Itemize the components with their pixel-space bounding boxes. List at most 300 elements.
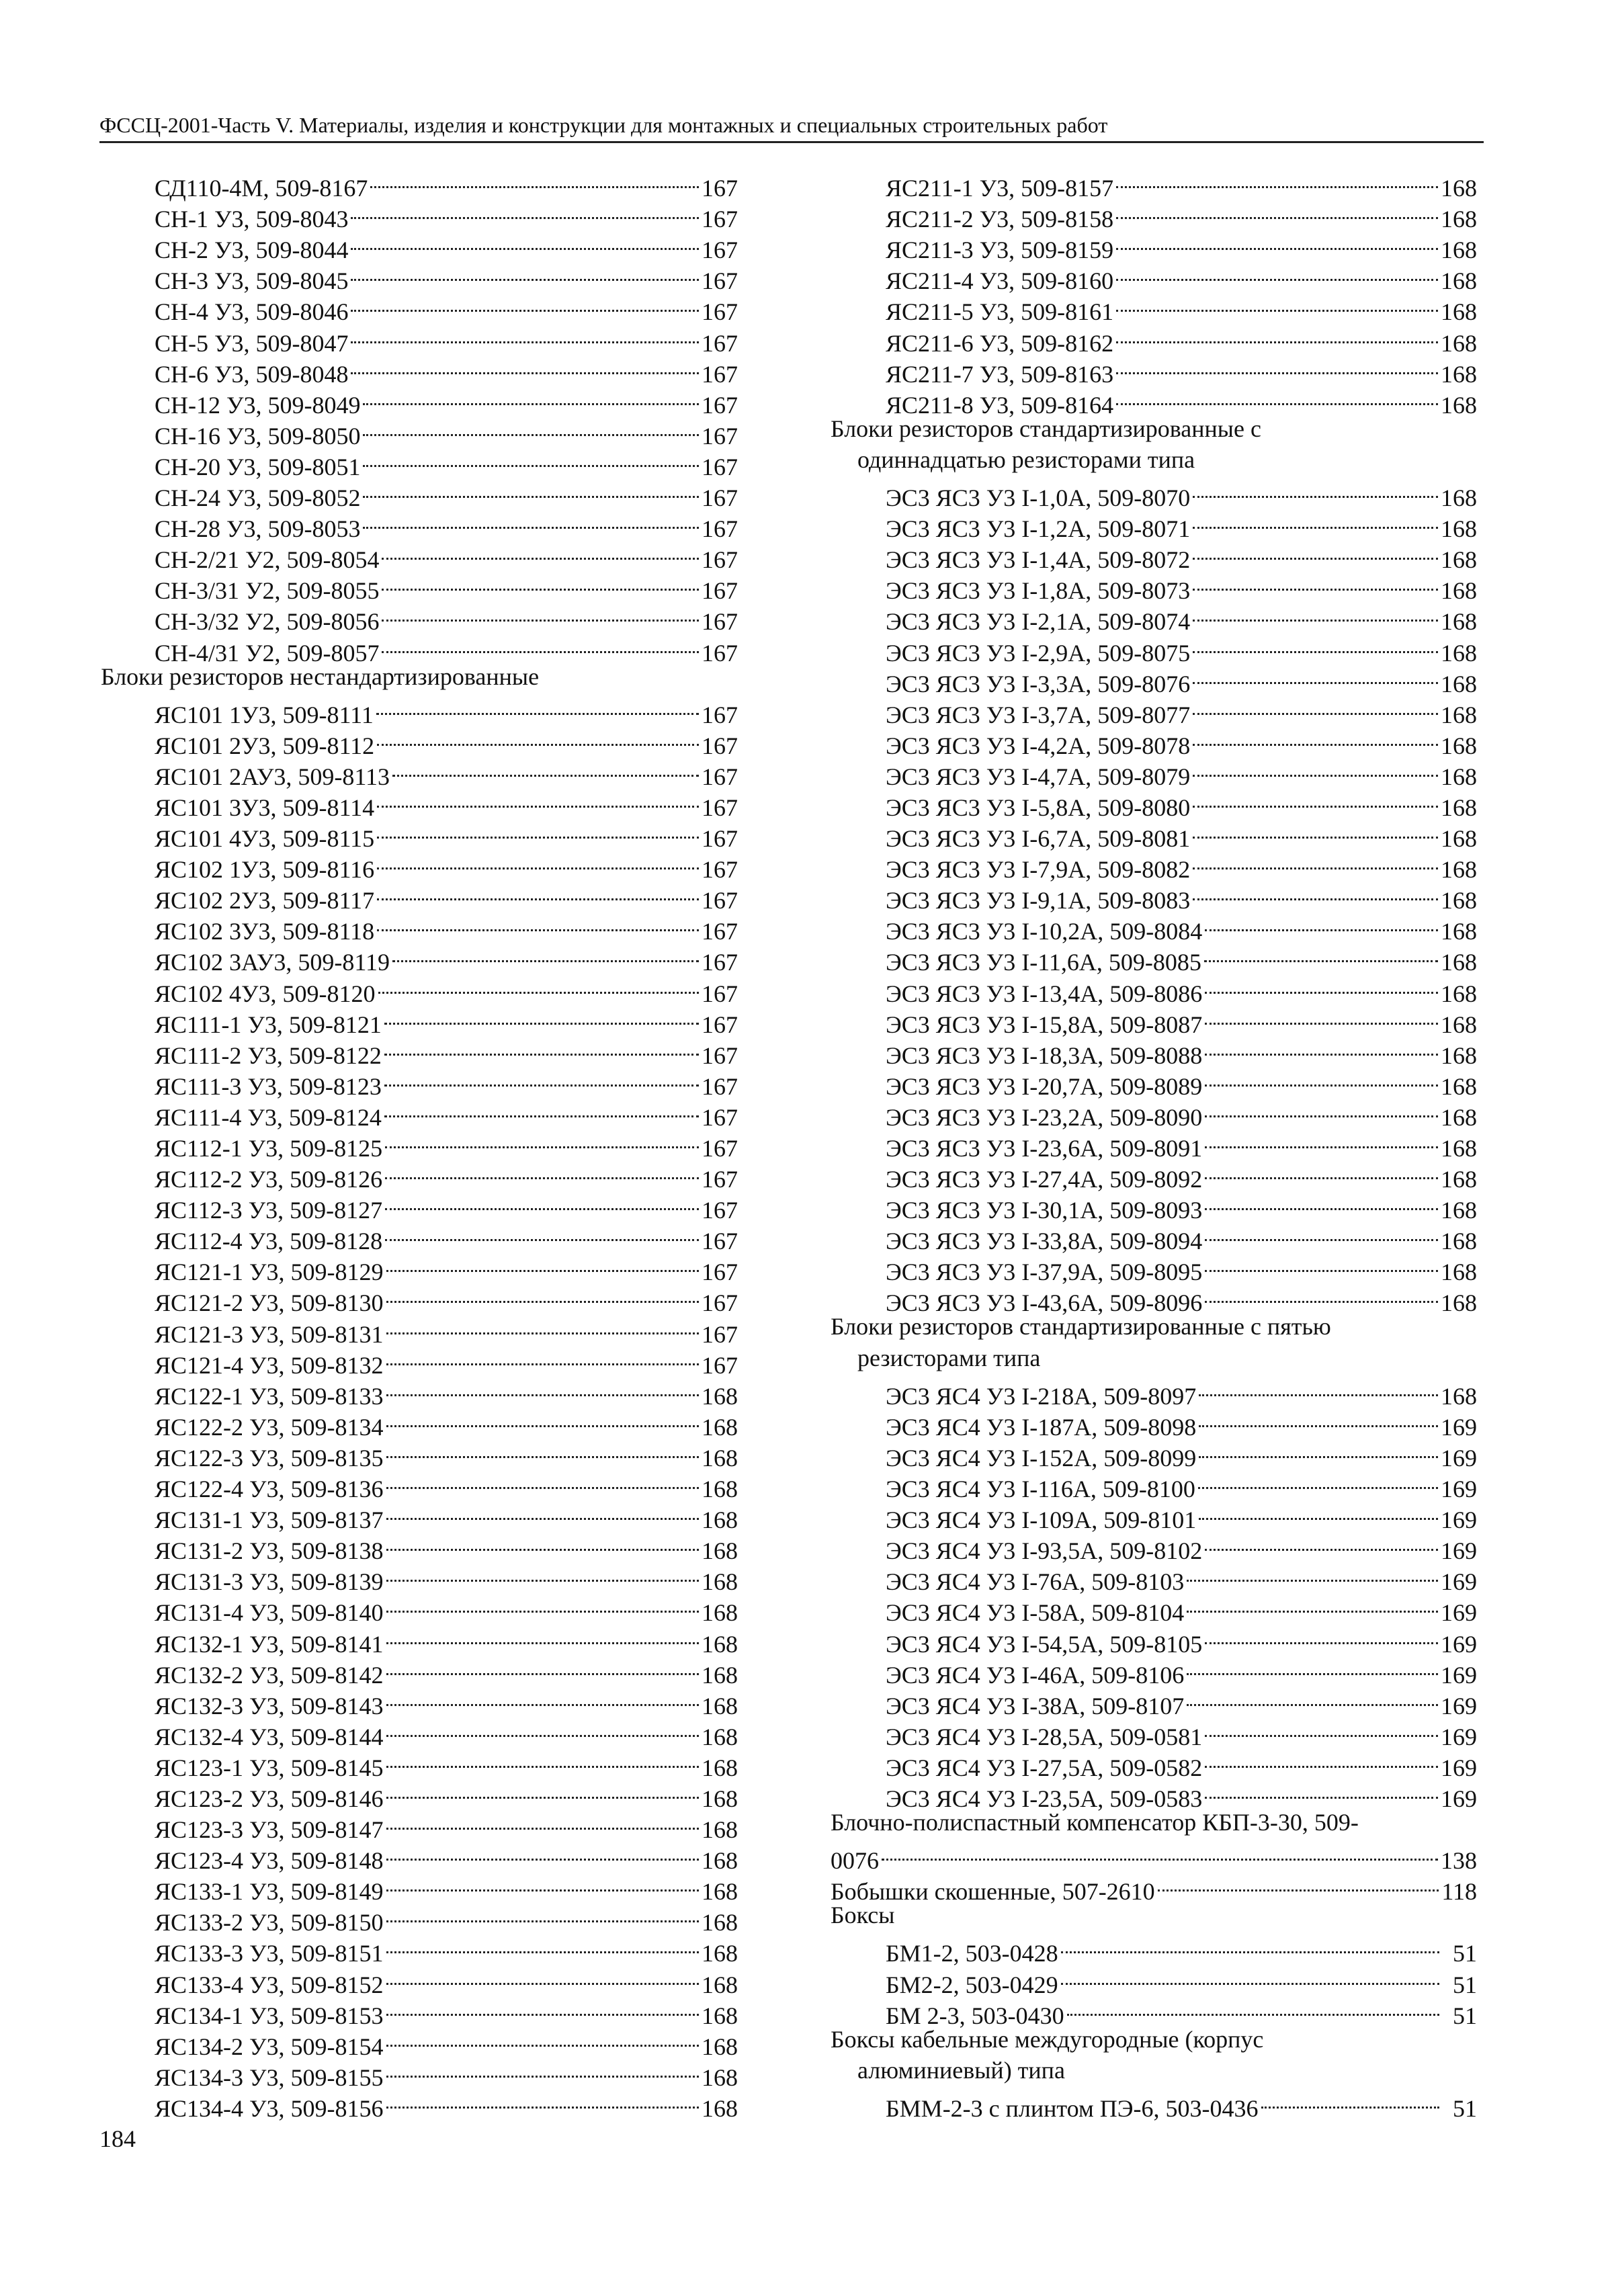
entry-label: СН-6 У3, 509-8048 (155, 360, 349, 388)
dot-leader (363, 506, 699, 537)
entry-label: ЯС211-1 У3, 509-8157 (886, 175, 1114, 202)
entry-label: ЯС132-4 У3, 509-8144 (155, 1723, 384, 1750)
entry-page-number: 168 (702, 2002, 738, 2029)
entry-label: ЯС102 1У3, 509-8116 (155, 856, 375, 884)
entry-label: ЭС3 ЯС4 У3 I-93,5А, 509-8102 (886, 1537, 1203, 1565)
entry-label: СН-3/32 У2, 509-8056 (155, 608, 380, 636)
dot-leader (1193, 723, 1438, 754)
entry-label: СН-20 У3, 509-8051 (155, 453, 361, 480)
index-entry (831, 165, 1477, 202)
running-header: ФССЦ-2001-Часть V. Материалы, изделия и конструкции для монтажных и специальных строительных работ (99, 110, 1484, 143)
dot-leader (1198, 1466, 1438, 1497)
index-entry (101, 165, 738, 202)
dot-leader (1205, 1280, 1438, 1311)
entry-page-number: 167 (702, 856, 738, 884)
dot-leader (363, 444, 699, 475)
entry-page-number: 168 (702, 1444, 738, 1472)
index-entry (831, 2086, 1477, 2122)
entry-page-number: 167 (702, 1228, 738, 1255)
entry-label: ЯС123-1 У3, 509-8145 (155, 1754, 384, 1781)
entry-page-number: 168 (1441, 329, 1477, 357)
entry-page-number: 168 (1441, 1289, 1477, 1317)
index-entry (831, 1869, 1477, 1906)
dot-leader (1116, 351, 1438, 382)
dot-leader (386, 1343, 700, 1373)
index-heading: резисторами типа (857, 1344, 1041, 1371)
dot-leader (1205, 970, 1438, 1001)
entry-page-number: 169 (1441, 1754, 1477, 1781)
dot-leader (386, 1838, 700, 1869)
entry-page-number: 169 (1441, 1537, 1477, 1565)
entry-page-number: 169 (1441, 1630, 1477, 1658)
dot-leader (1116, 382, 1438, 413)
dot-leader (386, 1807, 700, 1838)
entry-page-number: 167 (702, 1259, 738, 1286)
index-column-right (831, 165, 1477, 2122)
entry-page-number: 168 (1441, 639, 1477, 667)
dot-leader (386, 1559, 700, 1590)
entry-label: ЯС133-1 У3, 509-8149 (155, 1878, 384, 1906)
entry-page-number: 167 (702, 794, 738, 821)
dot-leader (1205, 1249, 1438, 1280)
dot-leader (386, 1900, 700, 1930)
index-heading: Блочно-полиспастный компенсатор КБП-3-30, 509- (831, 1808, 1359, 1836)
dot-leader (1116, 258, 1438, 289)
entry-label: СН-16 У3, 509-8050 (155, 422, 361, 450)
entry-page-number: 168 (1441, 1197, 1477, 1224)
entry-page-number: 167 (702, 577, 738, 605)
entry-label: ЯС211-4 У3, 509-8160 (886, 267, 1114, 295)
entry-label: ЯС101 4У3, 509-8115 (155, 825, 375, 853)
dot-leader (1193, 506, 1438, 537)
entry-page-number: 168 (1441, 1228, 1477, 1255)
entry-page-number: 168 (1441, 1382, 1477, 1410)
dot-leader (384, 1033, 699, 1064)
dot-leader (378, 970, 700, 1001)
entry-page-number: 168 (1441, 918, 1477, 945)
entry-label: ЯС133-4 У3, 509-8152 (155, 1971, 384, 1998)
entry-label: ЯС123-4 У3, 509-8148 (155, 1847, 384, 1875)
entry-label: СН-2/21 У2, 509-8054 (155, 546, 380, 574)
entry-page-number: 51 (1453, 2094, 1477, 2122)
entry-label: СН-1 У3, 509-8043 (155, 206, 349, 233)
entry-label: ЭС3 ЯС3 У3 I-10,2А, 509-8084 (886, 918, 1203, 945)
dot-leader (1116, 196, 1438, 227)
dot-leader (386, 1714, 700, 1745)
entry-page-number: 167 (702, 484, 738, 512)
dot-leader (386, 1869, 700, 1900)
entry-page-number: 168 (1441, 732, 1477, 759)
dot-leader (351, 320, 699, 351)
entry-label: ЯС133-2 У3, 509-8150 (155, 1909, 384, 1937)
entry-page-number: 167 (702, 237, 738, 264)
dot-leader (385, 1125, 699, 1156)
dot-leader (1187, 1683, 1438, 1714)
entry-page-number: 168 (702, 1754, 738, 1781)
entry-label: ЭС3 ЯС4 У3 I-187А, 509-8098 (886, 1413, 1197, 1441)
dot-leader (1187, 1590, 1438, 1621)
dot-leader (384, 1095, 699, 1125)
entry-label: ЭС3 ЯС3 У3 I-1,4А, 509-8072 (886, 546, 1191, 574)
entry-label: ЭС3 ЯС3 У3 I-2,1А, 509-8074 (886, 608, 1191, 636)
entry-label: ЭС3 ЯС4 У3 I-152А, 509-8099 (886, 1444, 1197, 1472)
entry-label: ЯС101 3У3, 509-8114 (155, 794, 375, 821)
entry-label: ЯС121-3 У3, 509-8131 (155, 1320, 384, 1348)
dot-leader (386, 1373, 700, 1404)
entry-page-number: 168 (1441, 237, 1477, 264)
entry-page-number: 138 (1441, 1847, 1477, 1875)
entry-label: ЭС3 ЯС3 У3 I-43,6А, 509-8096 (886, 1289, 1203, 1317)
entry-page-number: 168 (702, 1506, 738, 1534)
entry-label: ЭС3 ЯС4 У3 I-28,5А, 509-0581 (886, 1723, 1203, 1750)
entry-page-number: 168 (702, 1568, 738, 1596)
dot-leader (384, 1064, 699, 1095)
entry-label: ЯС211-5 У3, 509-8161 (886, 298, 1114, 326)
entry-label: ЭС3 ЯС3 У3 I-23,6А, 509-8091 (886, 1135, 1203, 1162)
dot-leader (1193, 847, 1438, 878)
dot-leader (1061, 1930, 1439, 1961)
dot-leader (1205, 1621, 1438, 1652)
dot-leader (363, 413, 699, 444)
entry-page-number: 168 (702, 1599, 738, 1627)
entry-page-number: 167 (702, 298, 738, 326)
entry-label: ЯС102 3У3, 509-8118 (155, 918, 375, 945)
index-column-left (101, 165, 738, 2122)
entry-page-number: 168 (1441, 887, 1477, 915)
entry-label: ЭС3 ЯС4 У3 I-46А, 509-8106 (886, 1661, 1185, 1689)
entry-label: Бобышки скошенные, 507-2610 (831, 1878, 1155, 1906)
dot-leader (1193, 661, 1438, 692)
dot-leader (382, 630, 699, 661)
dot-leader (1193, 568, 1438, 599)
dot-leader (377, 908, 699, 939)
dot-leader (386, 1497, 700, 1528)
entry-label: ЯС111-4 У3, 509-8124 (155, 1103, 382, 1131)
entry-label: БММ-2-3 с плинтом ПЭ-6, 503-0436 (886, 2094, 1259, 2122)
entry-page-number: 168 (1441, 206, 1477, 233)
entry-page-number: 167 (702, 732, 738, 759)
entry-page-number: 167 (702, 1041, 738, 1069)
entry-page-number: 168 (1441, 980, 1477, 1007)
entry-label: СН-4/31 У2, 509-8057 (155, 639, 380, 667)
entry-label: СН-3/31 У2, 509-8055 (155, 577, 380, 605)
dot-leader (386, 1961, 700, 1992)
entry-label: ЯС122-3 У3, 509-8135 (155, 1444, 384, 1472)
entry-page-number: 167 (702, 453, 738, 480)
entry-label: БМ1-2, 503-0428 (886, 1940, 1058, 1967)
entry-label: ЯС102 4У3, 509-8120 (155, 980, 376, 1007)
entry-page-number: 167 (702, 701, 738, 728)
entry-page-number: 169 (1441, 1661, 1477, 1689)
entry-page-number: 168 (702, 1630, 738, 1658)
entry-page-number: 168 (1441, 1011, 1477, 1038)
dot-leader (385, 1156, 699, 1187)
entry-label: ЯС111-1 У3, 509-8121 (155, 1011, 382, 1038)
entry-label: ЯС134-3 У3, 509-8155 (155, 2064, 384, 2091)
entry-page-number: 167 (702, 1135, 738, 1162)
entry-page-number: 168 (1441, 360, 1477, 388)
entry-label: ЯС121-1 У3, 509-8129 (155, 1259, 384, 1286)
index-heading: Боксы кабельные междугородные (корпус (831, 2025, 1264, 2053)
entry-page-number: 168 (702, 1382, 738, 1410)
dot-leader (386, 1466, 700, 1497)
entry-label: ЯС112-2 У3, 509-8126 (155, 1166, 383, 1193)
dot-leader (1193, 630, 1438, 661)
entry-label: ЭС3 ЯС3 У3 I-18,3А, 509-8088 (886, 1041, 1203, 1069)
entry-page-number: 167 (702, 887, 738, 915)
dot-leader (1204, 939, 1438, 970)
dot-leader (1116, 289, 1438, 320)
entry-page-number: 168 (1441, 484, 1477, 512)
entry-label: ЭС3 ЯС4 У3 I-23,5А, 509-0583 (886, 1785, 1203, 1812)
entry-page-number: 167 (702, 1320, 738, 1348)
entry-page-number: 167 (702, 206, 738, 233)
entry-page-number: 168 (1441, 701, 1477, 728)
entry-page-number: 167 (702, 949, 738, 976)
dot-leader (1199, 1435, 1438, 1466)
dot-leader (1067, 1993, 1439, 2024)
dot-leader (377, 878, 699, 908)
dot-leader (392, 939, 699, 970)
entry-page-number: 167 (702, 608, 738, 636)
entry-page-number: 167 (702, 1289, 738, 1317)
index-heading: Блоки резисторов нестандартизированные (101, 663, 540, 690)
dot-leader (377, 816, 699, 847)
dot-leader (386, 1652, 700, 1683)
entry-label: ЭС3 ЯС4 У3 I-218А, 509-8097 (886, 1382, 1197, 1410)
entry-label: ЯС112-1 У3, 509-8125 (155, 1135, 383, 1162)
dot-leader (386, 1404, 700, 1435)
entry-label: ЭС3 ЯС3 У3 I-37,9А, 509-8095 (886, 1259, 1203, 1286)
entry-page-number: 168 (1441, 515, 1477, 543)
entry-label: ЯС133-3 У3, 509-8151 (155, 1940, 384, 1967)
dot-leader (386, 1930, 700, 1961)
entry-label: ЯС122-2 У3, 509-8134 (155, 1413, 384, 1441)
entry-page-number: 168 (1441, 1166, 1477, 1193)
entry-label: БМ 2-3, 503-0430 (886, 2002, 1064, 2029)
dot-leader (1199, 1497, 1438, 1528)
dot-leader (1205, 1714, 1438, 1745)
entry-label: ЯС211-2 У3, 509-8158 (886, 206, 1114, 233)
entry-label: БМ2-2, 503-0429 (886, 1971, 1058, 1998)
dot-leader (1193, 816, 1438, 847)
dot-leader (1205, 1218, 1438, 1249)
index-heading: Блоки резисторов стандартизированные с пятью (831, 1313, 1331, 1341)
entry-page-number: 169 (1441, 1723, 1477, 1750)
entry-page-number: 167 (702, 175, 738, 202)
dot-leader (1193, 785, 1438, 816)
entry-page-number: 167 (702, 1011, 738, 1038)
entry-page-number: 168 (1441, 267, 1477, 295)
dot-leader (1061, 1961, 1439, 1992)
dot-leader (386, 1683, 700, 1714)
dot-leader (386, 2086, 700, 2117)
dot-leader (376, 692, 699, 723)
dot-leader (1205, 908, 1438, 939)
dot-leader (386, 1993, 700, 2024)
entry-label: СН-12 У3, 509-8049 (155, 391, 361, 419)
entry-page-number: 167 (702, 825, 738, 853)
entry-label: ЭС3 ЯС4 У3 I-109А, 509-8101 (886, 1506, 1197, 1534)
entry-page-number: 168 (1441, 175, 1477, 202)
entry-label: ЯС131-1 У3, 509-8137 (155, 1506, 384, 1534)
entry-label: ЭС3 ЯС4 У3 I-54,5А, 509-8105 (886, 1630, 1203, 1658)
entry-label: ЭС3 ЯС3 У3 I-6,7А, 509-8081 (886, 825, 1191, 853)
entry-page-number: 168 (1441, 1072, 1477, 1100)
dot-leader (351, 227, 699, 258)
entry-page-number: 168 (702, 1537, 738, 1565)
entry-label: СД110-4М, 509-8167 (155, 175, 368, 202)
dot-leader (385, 1187, 699, 1218)
entry-label: ЭС3 ЯС3 У3 I-27,4А, 509-8092 (886, 1166, 1203, 1193)
entry-label: ЯС112-4 У3, 509-8128 (155, 1228, 383, 1255)
index-heading: одиннадцатью резисторами типа (857, 445, 1195, 473)
entry-page-number: 168 (702, 1816, 738, 1844)
dot-leader (1205, 1033, 1438, 1064)
entry-page-number: 167 (702, 422, 738, 450)
dot-leader (1205, 1125, 1438, 1156)
entry-label: ЭС3 ЯС3 У3 I-20,7А, 509-8089 (886, 1072, 1203, 1100)
dot-leader (377, 785, 699, 816)
entry-page-number: 168 (1441, 1135, 1477, 1162)
dot-leader (386, 1621, 700, 1652)
entry-label: ЯС134-1 У3, 509-8153 (155, 2002, 384, 2029)
page-number: 184 (99, 2125, 136, 2152)
entry-page-number: 168 (1441, 1041, 1477, 1069)
entry-page-number: 168 (702, 1723, 738, 1750)
dot-leader (1199, 1373, 1438, 1404)
entry-page-number: 168 (702, 2094, 738, 2122)
entry-label: ЭС3 ЯС3 У3 I-1,0А, 509-8070 (886, 484, 1191, 512)
entry-page-number: 51 (1453, 1971, 1477, 1998)
entry-page-number: 167 (702, 546, 738, 574)
entry-label: ЯС122-4 У3, 509-8136 (155, 1476, 384, 1503)
entry-label: ЯС211-3 У3, 509-8159 (886, 237, 1114, 264)
entry-page-number: 51 (1453, 2002, 1477, 2029)
index-heading: Боксы (831, 1902, 895, 1929)
entry-page-number: 169 (1441, 1444, 1477, 1472)
dot-leader (386, 1280, 700, 1311)
entry-label: ЯС131-4 У3, 509-8140 (155, 1599, 384, 1627)
dot-leader (1116, 165, 1438, 196)
entry-label: ЭС3 ЯС4 У3 I-58А, 509-8104 (886, 1599, 1185, 1627)
dot-leader (1116, 320, 1438, 351)
entry-label: ЯС111-2 У3, 509-8122 (155, 1041, 382, 1069)
dot-leader (351, 351, 699, 382)
entry-label: ЯС132-3 У3, 509-8143 (155, 1692, 384, 1719)
entry-page-number: 168 (1441, 763, 1477, 790)
entry-label: ЯС111-3 У3, 509-8123 (155, 1072, 382, 1100)
entry-label: ЭС3 ЯС3 У3 I-13,4А, 509-8086 (886, 980, 1203, 1007)
entry-label: ЯС101 1У3, 509-8111 (155, 701, 374, 728)
entry-label: ЯС211-8 У3, 509-8164 (886, 391, 1114, 419)
dot-leader (1205, 1064, 1438, 1095)
dot-leader (1193, 475, 1438, 506)
dot-leader (1205, 1156, 1438, 1187)
dot-leader (386, 1590, 700, 1621)
entry-page-number: 167 (702, 639, 738, 667)
dot-leader (1193, 754, 1438, 785)
entry-label: ЯС102 3АУ3, 509-8119 (155, 949, 390, 976)
entry-page-number: 167 (702, 980, 738, 1007)
entry-page-number: 167 (702, 1166, 738, 1193)
entry-page-number: 168 (1441, 794, 1477, 821)
entry-label: ЭС3 ЯС3 У3 I-4,7А, 509-8079 (886, 763, 1191, 790)
entry-page-number: 167 (702, 1103, 738, 1131)
entry-label: СН-3 У3, 509-8045 (155, 267, 349, 295)
entry-label: ЯС131-2 У3, 509-8138 (155, 1537, 384, 1565)
entry-label: ЭС3 ЯС3 У3 I-2,9А, 509-8075 (886, 639, 1191, 667)
entry-page-number: 169 (1441, 1476, 1477, 1503)
dot-leader (386, 1745, 700, 1776)
entry-label: ЯС121-2 У3, 509-8130 (155, 1289, 384, 1317)
entry-label: ЯС134-2 У3, 509-8154 (155, 2033, 384, 2060)
entry-page-number: 169 (1441, 1599, 1477, 1627)
entry-label: ЭС3 ЯС4 У3 I-38А, 509-8107 (886, 1692, 1185, 1719)
entry-label: ЭС3 ЯС3 У3 I-1,8А, 509-8073 (886, 577, 1191, 605)
entry-label: ЯС123-2 У3, 509-8146 (155, 1785, 384, 1812)
entry-label: СН-5 У3, 509-8047 (155, 329, 349, 357)
dot-leader (385, 1218, 699, 1249)
entry-label: ЭС3 ЯС3 У3 I-9,1А, 509-8083 (886, 887, 1191, 915)
entry-label: ЯС123-3 У3, 509-8147 (155, 1816, 384, 1844)
entry-page-number: 118 (1441, 1878, 1477, 1906)
entry-label: 0076 (831, 1847, 879, 1875)
entry-page-number: 168 (702, 1476, 738, 1503)
dot-leader (382, 568, 699, 599)
entry-page-number: 168 (702, 1940, 738, 1967)
dot-leader (386, 2055, 700, 2086)
dot-leader (377, 723, 699, 754)
entry-label: ЭС3 ЯС3 У3 I-15,8А, 509-8087 (886, 1011, 1203, 1038)
entry-page-number: 167 (702, 1072, 738, 1100)
entry-page-number: 168 (1441, 391, 1477, 419)
dot-leader (1205, 1745, 1438, 1776)
index-entry (831, 1373, 1477, 1410)
index-heading: Блоки резисторов стандартизированные с (831, 415, 1261, 442)
entry-label: ЭС3 ЯС3 У3 I-30,1А, 509-8093 (886, 1197, 1203, 1224)
dot-leader (382, 599, 699, 630)
dot-leader (1193, 599, 1438, 630)
entry-page-number: 168 (702, 1878, 738, 1906)
dot-leader (392, 754, 699, 785)
entry-label: СН-28 У3, 509-8053 (155, 515, 361, 543)
dot-leader (386, 1249, 700, 1280)
dot-leader (370, 165, 699, 196)
dot-leader (386, 1311, 700, 1342)
entry-page-number: 168 (1441, 856, 1477, 884)
dot-leader (1205, 1187, 1438, 1218)
entry-label: ЭС3 ЯС4 У3 I-27,5А, 509-0582 (886, 1754, 1203, 1781)
entry-label: ЯС131-3 У3, 509-8139 (155, 1568, 384, 1596)
index-entry (831, 1930, 1477, 1967)
dot-leader (1199, 1404, 1438, 1435)
entry-page-number: 168 (702, 2064, 738, 2091)
entry-label: ЯС211-6 У3, 509-8162 (886, 329, 1114, 357)
entry-page-number: 167 (702, 1351, 738, 1379)
dot-leader (1193, 878, 1438, 908)
entry-page-number: 169 (1441, 1692, 1477, 1719)
entry-page-number: 168 (1441, 1103, 1477, 1131)
dot-leader (351, 196, 699, 227)
entry-label: СН-24 У3, 509-8052 (155, 484, 361, 512)
dot-leader (382, 537, 699, 568)
dot-leader (363, 382, 699, 413)
entry-label: ЭС3 ЯС3 У3 I-4,2А, 509-8078 (886, 732, 1191, 759)
entry-page-number: 168 (702, 1847, 738, 1875)
entry-label: ЭС3 ЯС3 У3 I-5,8А, 509-8080 (886, 794, 1191, 821)
dot-leader (386, 1528, 700, 1559)
